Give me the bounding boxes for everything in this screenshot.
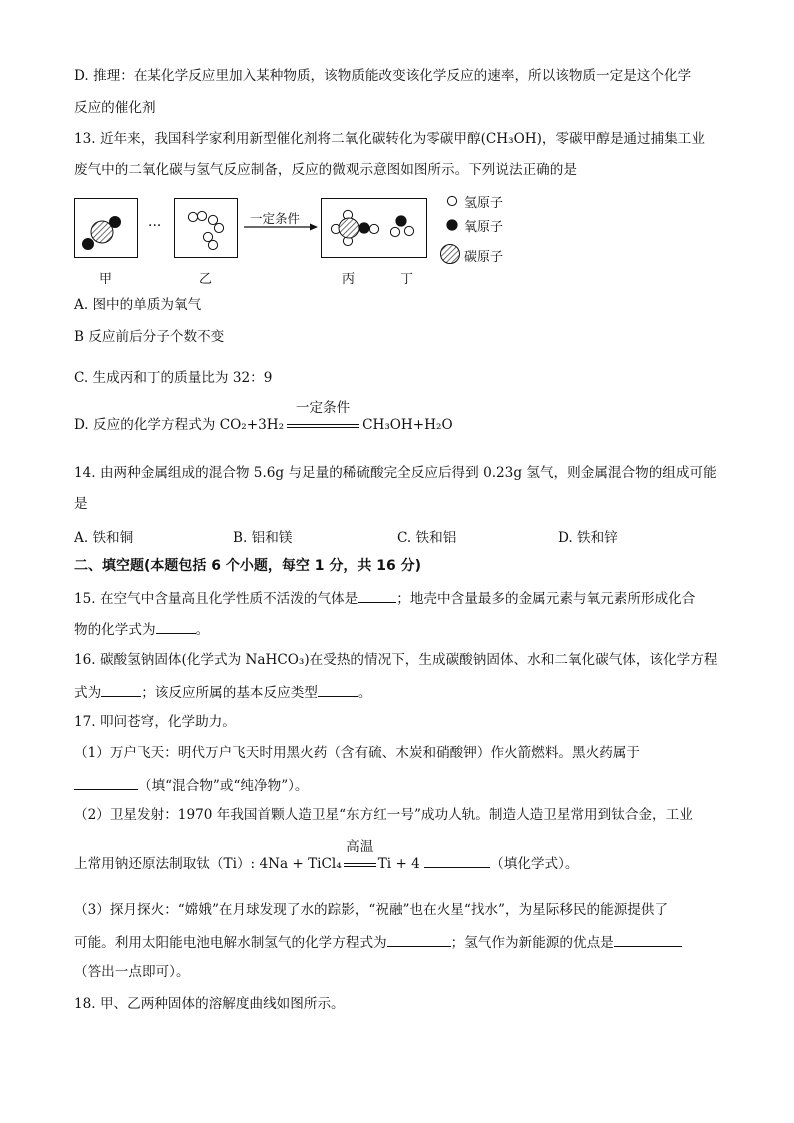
q17-3-line1: （3）探月探火：“嫦娥”在月球发现了水的踪影，“祝融”也在火星“找水”，为星际移民的能源提供了 [74, 902, 669, 918]
legend-carbon: 碳原子 [464, 250, 504, 265]
q15-text-1: 15. 在空气中含量高且化学性质不活泼的气体是 [74, 591, 359, 607]
q16-text-3: 。 [357, 685, 372, 701]
label-jia: 甲 [99, 272, 113, 287]
q14-stem-line2: 是 [74, 496, 88, 512]
products-molecules-icon [322, 199, 426, 257]
double-equal-sign-2 [344, 863, 376, 867]
q17-2-products: Ti + 4 [377, 856, 420, 872]
q17-1-line2 [74, 775, 309, 795]
q13-option-d-reactants: D. 反应的化学方程式为 CO₂+3H₂ [74, 417, 285, 433]
q17-1-line1: （1）万户飞天：明代万户飞天时用黑火药（含有硫、木炭和硝酸钾）作火箭燃料。黑火药属于 [74, 745, 640, 761]
ellipsis-dots: ··· [148, 218, 162, 234]
q16-line2 [74, 682, 372, 702]
q16-blank-2[interactable] [318, 682, 358, 697]
q13-stem-line1: 13. 近年来，我国科学家利用新型催化剂将二氧化碳转化为零碳甲醇(CH₃OH)，零碳甲醇是通过捕集工业 [74, 131, 705, 147]
condition-label: 一定条件 [295, 400, 351, 416]
box-bing-ding [321, 198, 427, 258]
q15-blank-2[interactable] [156, 619, 196, 634]
q18-stem: 18. 甲、乙两种固体的溶解度曲线如图所示。 [74, 996, 345, 1012]
oxygen-atom-icon [444, 217, 460, 233]
arrow-condition-label: 一定条件 [250, 211, 301, 226]
q16-text-1: 式为 [74, 685, 102, 701]
q17-3-line3: （答出一点即可）。 [74, 964, 190, 980]
section-fill-in-heading: 二、填空题(本题包括 6 个小题，每空 1 分，共 16 分) [74, 558, 422, 574]
q17-2-reactants: 上常用钠还原法制取钛（Ti）: 4Na + TiCl₄ [74, 856, 342, 872]
q13-option-a: A. 图中的单质为氧气 [74, 297, 202, 313]
q13-option-c: C. 生成丙和丁的质量比为 32：9 [74, 370, 273, 386]
reaction-condition [287, 400, 359, 434]
carbon-atom-icon [438, 242, 462, 266]
q13-stem-line2: 废气中的二氧化碳与氢气反应制备，反应的微观示意图如图所示。下列说法正确的是 [74, 162, 577, 178]
q17-3-blank-1[interactable] [387, 932, 451, 947]
q13-option-d-products: CH₃OH+H₂O [362, 417, 453, 433]
label-ding: 丁 [400, 272, 414, 287]
q14-stem-line1: 14. 由两种金属组成的混合物 5.6g 与足量的稀硫酸完全反应后得到 0.23g 氢气，则金属混合物的组成可能 [74, 465, 717, 481]
q17-3-blank-2[interactable] [614, 932, 682, 947]
legend-hydrogen: 氢原子 [464, 196, 504, 211]
double-equal-sign [287, 424, 359, 428]
box-jia [74, 198, 138, 258]
q17-2-hint: （填化学式）。 [490, 856, 579, 872]
q17-2-line1: （2）卫星发射：1970 年我国首颗人造卫星“东方红一号”成功人轨。制造人造卫星常用到钛合金，工业 [74, 807, 693, 823]
q16-blank-1[interactable] [101, 682, 141, 697]
q17-3-text-1: 可能。利用太阳能电池电解水制氢气的化学方程式为 [74, 935, 387, 951]
q16-line1: 16. 碳酸氢钠固体(化学式为 NaHCO₃)在受热的情况下，生成碳酸钠固体、水和二氧化碳气体，该化学方程 [74, 652, 718, 668]
q15-line1 [74, 588, 695, 608]
q14-option-b: B. 铝和镁 [233, 530, 293, 546]
q16-text-2: ；该反应所属的基本反应类型 [141, 685, 318, 701]
q17-2-blank[interactable] [424, 853, 490, 868]
co2-molecule-icon [75, 199, 137, 257]
high-temp-condition [344, 839, 376, 873]
q15-text-3: 物的化学式为 [74, 622, 156, 638]
q13-option-d [74, 400, 453, 434]
high-temp-label: 高温 [346, 839, 374, 855]
hydrogen-atom-icon [444, 193, 460, 209]
reaction-arrow-icon [242, 222, 320, 232]
q15-text-2: ；地壳中含量最多的金属元素与氧元素所形成化合 [396, 591, 696, 607]
q13-option-b: B 反应前后分子个数不变 [74, 329, 225, 345]
q15-text-4: 。 [195, 622, 210, 638]
label-bing: 丙 [342, 272, 356, 287]
h2-molecules-icon [175, 199, 237, 257]
q17-3-line2 [74, 932, 682, 952]
q17-3-text-2: ；氢气作为新能源的优点是 [450, 935, 614, 951]
q15-blank-1[interactable] [358, 588, 396, 603]
q17-1-blank[interactable] [74, 775, 138, 790]
box-yi [174, 198, 238, 258]
option-d-q12-line1: D. 推理：在某化学反应里加入某种物质，该物质能改变该化学反应的速率，所以该物质一定是这个化学 [74, 68, 692, 84]
q15-line2 [74, 619, 209, 639]
q14-option-c: C. 铁和铝 [397, 530, 457, 546]
legend-oxygen: 氧原子 [464, 220, 504, 235]
q14-option-d: D. 铁和锌 [558, 530, 618, 546]
label-yi: 乙 [199, 272, 213, 287]
q17-stem: 17. 叩问苍穹，化学助力。 [74, 714, 236, 730]
q14-option-a: A. 铁和铜 [74, 530, 134, 546]
option-d-q12-line2: 反应的催化剂 [74, 100, 156, 116]
q17-1-hint: （填“混合物”或“纯净物”）。 [138, 778, 309, 794]
q17-2-line2 [74, 839, 579, 873]
